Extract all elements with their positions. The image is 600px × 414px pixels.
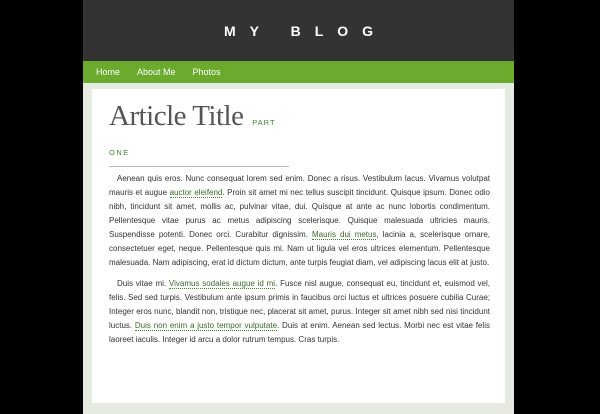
site-header [83,0,514,61]
article-sub-label: ONE [109,148,130,157]
p2-text-a: Duis vitae mi. [117,279,169,288]
nav-photos[interactable]: Photos [192,67,221,77]
article-title [109,99,276,140]
title-divider [109,166,289,167]
p2-text-b: . Fusce nisl augue, consequat eu, tincidunt et, euismod vel, felis. Sed sed turpis. Vestibulum ante ipsum primis in faucibus orci luctus et ultrices posuere cubilia Curae; Integer eros nunc, blandit non, tristique nec, placerat sit amet, purus. Integer sit amet nibh sed nisi tincidunt luctus. [109,279,491,330]
article-body [109,172,490,354]
p1-text-a: Aenean quis eros. Nunc consequat lorem sed enim. Donec a risus. Vestibulum lacus. Vivamus volutpat mauris et augue [109,174,490,197]
article-title-text: Article Title [109,100,244,132]
link-auctor-eleifend[interactable]: auctor eleifend [169,188,223,197]
nav-home[interactable]: Home [96,67,121,77]
article-part-label: PART [252,118,276,127]
link-duis-non-enim[interactable]: Duis non enim a justo tempor vulputate [134,321,278,330]
p1-text-c: , lacinia a, scelerisque ornare, consectetuer eget, neque. Pellentesque quis mi. Nam ut ligula vel eros ultrices elementum. Pellentesque malesuada. Nam adipiscing, erat id dictum dictum, ante turpis feugiat diam, vel adipiscing lacus elit at justo. [109,230,490,267]
blog-title: MY BLOG [223,22,388,39]
link-vivamus-sodales[interactable]: Vivamus sodales augue id mi [168,279,276,288]
paragraph-1 [109,172,490,270]
p2-text-c: . Duis at enim. Aenean sed lectus. Morbi nec est vitae felis laoreet iaculis. Integer id arcu a dolor rutrum tempus. Cras turpis. [109,321,490,344]
page-container [83,0,514,414]
main-nav [83,61,514,83]
p1-text-b: . Proin sit amet mi nec tellus suscipit tincidunt. Quisque ipsum. Donec odio nibh, tincidunt sit amet, mollis ac, pulvinar vitae, dui. Quisque at ante ac nunc lobortis condimentum. Pellentesque vitae purus ac metus adipiscing scelerisque. Quisque malesuada ultricies mauris. Suspendisse potenti. Donec orci. Curabitur dignissim. [109,188,490,239]
paragraph-2 [109,277,490,347]
article-content [92,89,505,403]
link-mauris-dui-metus[interactable]: Mauris dui metus [311,230,377,239]
nav-about-me[interactable]: About Me [137,67,176,77]
